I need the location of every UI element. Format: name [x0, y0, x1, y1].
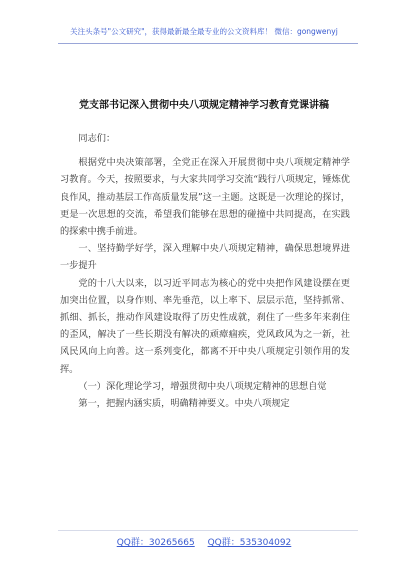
subsection-heading-1: （一）深化理论学习，增强贯彻中央八项规定精神的思想自觉: [78, 380, 327, 392]
footer: [0, 535, 408, 548]
paragraph-intro: 根据党中央决策部署，全党正在深入开展贯彻中央八项规定精神学习教育。今天，按照要求，与大家共同学习交流“践行八项规定，锤炼优良作风，推动基层工作高质量发展”这一主题。这既是一次理论的探讨，更是一次思想的交流，希望我们能够在思想的碰撞中共同提高，在实践的探索中携手前进。: [60, 157, 350, 238]
header-divider: [58, 43, 358, 44]
footer-divider: [58, 530, 358, 531]
footer-qq-group-2[interactable]: QQ群：535304092: [207, 538, 292, 548]
footer-qq-group-1[interactable]: QQ群：30265665: [116, 538, 195, 548]
paragraph-section-1: 党的十八大以来，以习近平同志为核心的党中央把作风建设摆在更加突出位置，以身作则、率先垂范，以上率下、层层示范，坚持抓常、抓细、抓长，推动作风建设取得了历史性成就，刹住了一些多年来刹住的歪风，解决了一些长期没有解决的顽瘴痼疾，党风政风为之一新，社风民风向上向善。这一系列变化，都离不开中央八项规定引领作用的发挥。: [60, 277, 350, 375]
paragraph-subsection-1: 第一，把握内涵实质，明确精神要义。中央八项规定: [78, 398, 290, 410]
header-note: 关注头条号"公文研究"，获得最新最全最专业的公文资料库！ 微信：gongwenyj: [70, 27, 338, 36]
section-heading-1: 一、坚持勤学好学，深入理解中央八项规定精神，确保思想境界进一步提升: [60, 243, 350, 272]
document-title: 党支部书记深入贯彻中央八项规定精神学习教育党课讲稿: [79, 100, 329, 111]
greeting: 同志们：: [78, 133, 116, 144]
document-body: [60, 118, 350, 412]
